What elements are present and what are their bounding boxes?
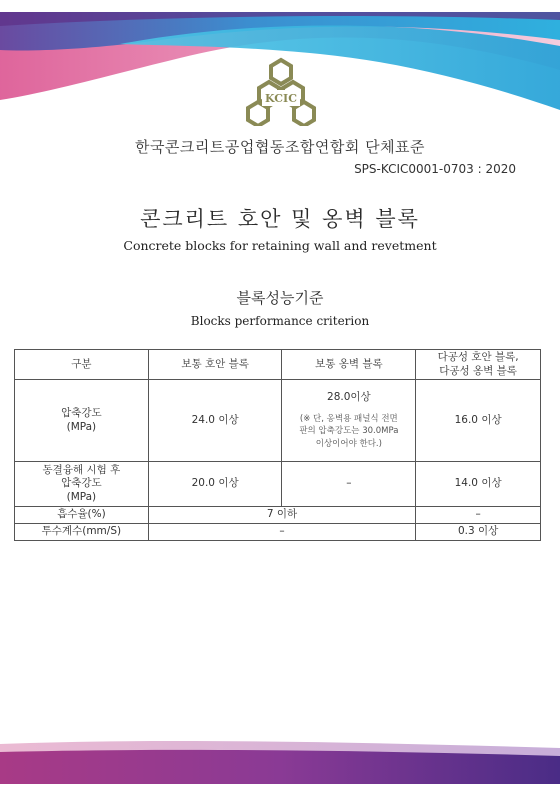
row-label-freeze-thaw (15, 462, 149, 507)
retaining-value: 28.0이상 (327, 391, 371, 404)
retaining-note (285, 413, 412, 450)
cell-porous: – (416, 507, 541, 524)
bottom-banner (0, 738, 560, 792)
header-porous-line1: 다공성 호안 블록, (437, 351, 519, 363)
label-line: 압축강도 (61, 477, 102, 490)
section-title-korean: 블록성능기준 (236, 289, 324, 307)
row-label-absorption: 흡수율(%) (15, 507, 149, 524)
standard-code: SPS-KCIC0001-0703 : 2020 (354, 162, 516, 176)
kcic-logo (246, 56, 316, 126)
label-unit: (MPa) (66, 491, 97, 504)
label-line: 압축강도 (61, 407, 102, 420)
cell-revetment: 24.0 이상 (148, 380, 282, 462)
table-row (15, 462, 541, 507)
logo-text: KCIC (265, 92, 297, 105)
header-revetment-block: 보통 호안 블록 (148, 350, 282, 380)
cell-retaining: – (282, 462, 416, 507)
header-category: 구분 (15, 350, 149, 380)
row-label-compressive (15, 380, 149, 462)
cell-common: – (148, 523, 415, 540)
table-row (15, 507, 541, 524)
note-line: 판의 압축강도는 30.0MPa (299, 426, 399, 437)
header-porous-line2: 다공성 옹벽 블록 (439, 364, 517, 377)
cell-porous: 0.3 이상 (416, 523, 541, 540)
organization-name: 한국콘크리트공업협동조합연합회 단체표준 (134, 138, 426, 156)
cell-retaining (282, 380, 416, 462)
table-header-row (15, 350, 541, 380)
table-row (15, 380, 541, 462)
row-label-permeability: 투수계수(mm/S) (15, 523, 149, 540)
label-unit: (MPa) (66, 420, 97, 433)
document-title-korean: 콘크리트 호안 및 옹벽 블록 (140, 207, 420, 231)
note-line: 이상이어야 한다.) (315, 438, 382, 449)
table-row (15, 523, 541, 540)
label-line: 동결융해 시험 후 (42, 463, 121, 476)
cell-common: 7 이하 (148, 507, 415, 524)
cell-porous: 14.0 이상 (416, 462, 541, 507)
performance-criteria-table (14, 349, 541, 541)
header-porous-block (416, 350, 541, 380)
cell-porous: 16.0 이상 (416, 380, 541, 462)
note-line: (※ 단, 옹벽용 패널식 전면 (299, 414, 398, 425)
cell-revetment: 20.0 이상 (148, 462, 282, 507)
section-title-english: Blocks performance criterion (190, 314, 370, 328)
document-title-english: Concrete blocks for retaining wall and revetment (123, 238, 437, 253)
header-retaining-block: 보통 옹벽 블록 (282, 350, 416, 380)
